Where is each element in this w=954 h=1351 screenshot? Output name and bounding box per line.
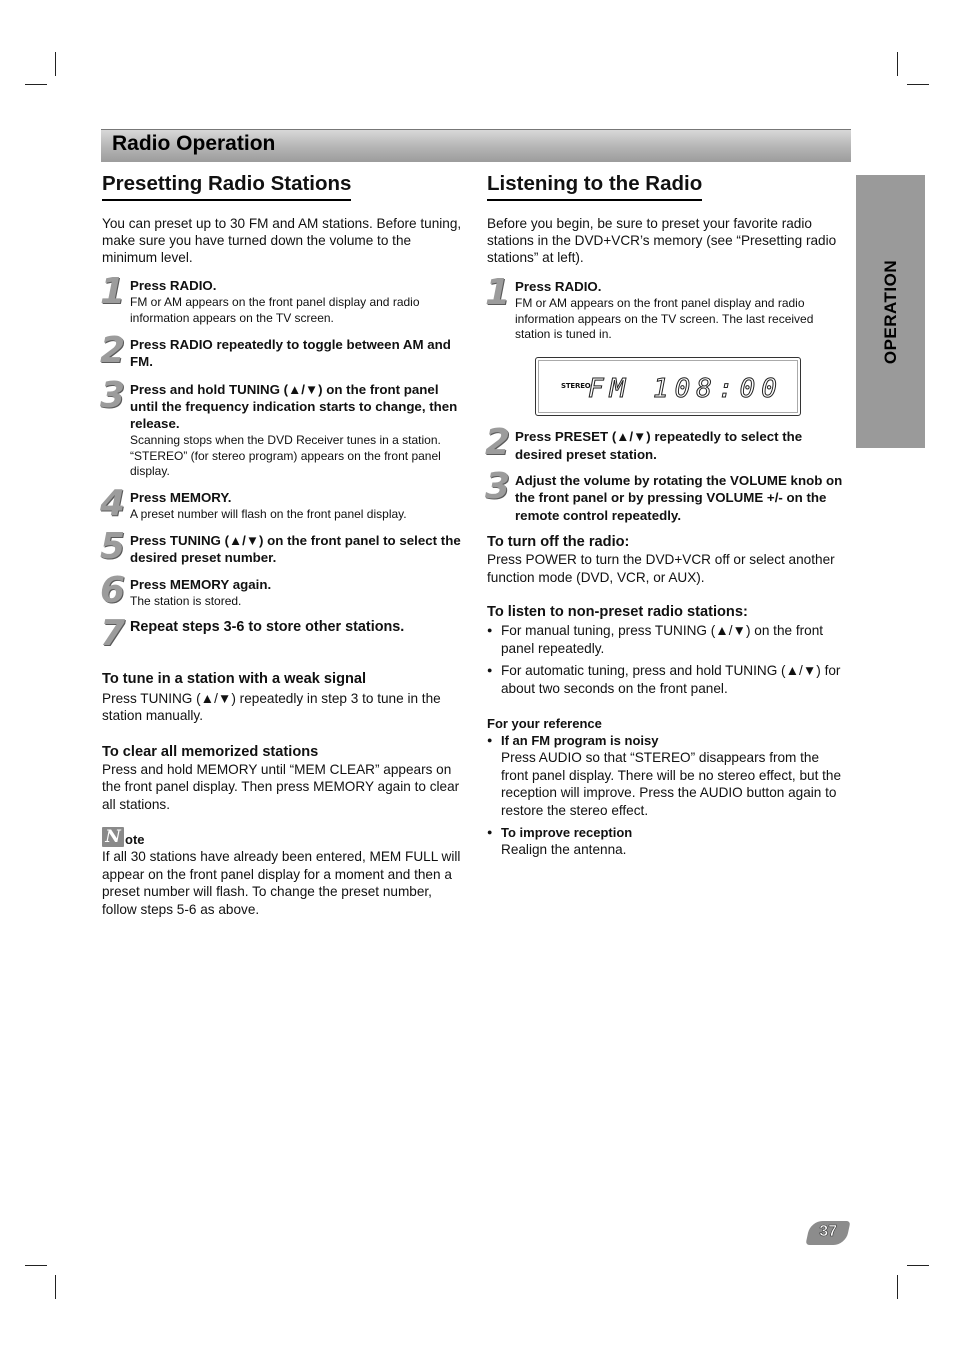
step-number: 6	[100, 570, 126, 611]
crop-mark	[55, 1275, 56, 1299]
frequency-readout: FM 108:00	[588, 373, 783, 404]
step-2	[485, 421, 849, 464]
turn-off-body: Press POWER to turn the DVD+VCR off or select another function mode (DVD, VCR, or AUX).	[487, 552, 835, 585]
step-title: Press RADIO.	[515, 279, 602, 294]
note-body: If all 30 stations have already been entered, MEM FULL will appear on the front panel display for a moment and then a preset number will flash. To change the preset number, follow steps 5-6 as above.	[102, 849, 461, 917]
clear-all-section	[102, 743, 464, 814]
step-desc: A preset number will flash on the front panel display.	[130, 506, 407, 521]
note-header	[102, 827, 464, 847]
step-title: Press MEMORY.	[130, 489, 232, 505]
crop-mark	[907, 1265, 929, 1266]
note-label: ote	[125, 832, 145, 847]
step-1	[485, 272, 849, 343]
step-number: 1	[100, 271, 126, 312]
section-banner	[101, 129, 851, 162]
crop-mark	[25, 84, 47, 85]
step-4	[100, 482, 464, 524]
step-desc: The station is stored.	[130, 594, 242, 608]
step-number: 1	[485, 272, 511, 313]
presetting-heading: Presetting Radio Stations	[102, 170, 351, 201]
non-preset-heading: To listen to non-preset radio stations:	[487, 604, 748, 620]
step-title: Press RADIO.	[130, 278, 217, 293]
step-number: 7	[100, 612, 126, 654]
reference-item-title: ● If an FM program is noisy	[501, 733, 659, 748]
step-title: Press RADIO repeatedly to toggle between AM and FM.	[130, 337, 451, 369]
turn-off-section	[487, 533, 849, 586]
page-number: 37	[819, 1223, 838, 1240]
crop-mark	[897, 1275, 898, 1299]
step-number: 5	[100, 526, 126, 567]
step-6	[100, 570, 464, 611]
weak-signal-heading: To tune in a station with a weak signal	[102, 670, 367, 687]
list-item	[487, 824, 849, 859]
reference-item-body: Press AUDIO so that “STEREO” disappears from the front panel display. There will be no stereo effect, but the reception will improve. Press the AUDIO button again to restore the stereo effect.	[501, 750, 842, 818]
list-item	[487, 732, 849, 819]
step-number: 2	[100, 330, 126, 371]
list-item: ● For automatic tuning, press and hold TUNING (▲/▼) for about two seconds on the front panel.	[487, 662, 849, 697]
step-title: Press PRESET (▲/▼) repeatedly to select the desired preset station.	[515, 428, 803, 462]
clear-all-body: Press and hold MEMORY until “MEM CLEAR” appears on the front panel display. Then press MEMORY again to clear all stations.	[102, 761, 460, 812]
reference-heading: For your reference	[487, 716, 602, 731]
listening-heading: Listening to the Radio	[487, 170, 702, 201]
reference-item-body: Realign the antenna.	[501, 842, 627, 857]
step-5	[100, 526, 464, 567]
step-desc: FM or AM appears on the front panel display and radio information appears on the TV screen.	[130, 295, 420, 325]
step-3	[485, 465, 849, 525]
step-desc: FM or AM appears on the front panel display and radio information appears on the TV screen. The last received station is tuned in.	[515, 296, 814, 341]
step-title: Press MEMORY again.	[130, 577, 272, 592]
front-panel-display	[535, 357, 801, 416]
step-title: Adjust the volume by rotating the VOLUME knob on the front panel or by pressing VOLUME +/- on the remote control repeatedly.	[515, 472, 843, 523]
section-title: Radio Operation	[112, 132, 276, 155]
step-3	[100, 375, 464, 480]
right-column	[487, 170, 849, 859]
non-preset-section	[487, 603, 849, 697]
step-number: 2	[485, 421, 511, 463]
list-item: ● For manual tuning, press TUNING (▲/▼) on the front panel repeatedly.	[487, 622, 849, 657]
stereo-indicator: STEREO	[561, 381, 591, 390]
step-7	[100, 612, 464, 654]
listening-intro: Before you begin, be sure to preset your favorite radio stations in the DVD+VCR’s memory (see “Presetting radio stations” at left).	[487, 216, 837, 265]
clear-all-heading: To clear all memorized stations	[102, 743, 319, 760]
step-desc: Scanning stops when the DVD Receiver tunes in a station. “STEREO” (for stereo program) appears on the front panel display.	[130, 433, 441, 478]
crop-mark	[55, 52, 56, 76]
step-title: Press and hold TUNING (▲/▼) on the front panel until the frequency indication starts to change, then release.	[130, 382, 458, 431]
page-number-badge	[805, 1221, 850, 1245]
crop-mark	[897, 52, 898, 76]
note-icon: N	[102, 827, 124, 847]
side-tab-label: OPERATION	[880, 259, 900, 364]
reference-item-title: ● To improve reception	[501, 825, 633, 840]
turn-off-heading: To turn off the radio:	[487, 534, 630, 550]
step-number: 4	[100, 482, 126, 524]
presetting-intro: You can preset up to 30 FM and AM stations. Before tuning, make sure you have turned down the volume to the minimum level.	[102, 216, 462, 265]
step-1	[100, 271, 464, 326]
reference-section	[487, 715, 849, 859]
step-2	[100, 330, 464, 371]
weak-signal-section	[102, 670, 464, 725]
left-column	[102, 170, 464, 918]
step-title: Press TUNING (▲/▼) on the front panel to select the desired preset number.	[130, 533, 461, 565]
crop-mark	[907, 84, 929, 85]
crop-mark	[25, 1265, 47, 1266]
side-tab	[856, 175, 925, 448]
step-title: Repeat steps 3-6 to store other stations.	[130, 618, 405, 635]
step-number: 3	[485, 465, 511, 507]
weak-signal-body: Press TUNING (▲/▼) repeatedly in step 3 to tune in the station manually.	[102, 690, 441, 723]
step-number: 3	[100, 375, 126, 416]
